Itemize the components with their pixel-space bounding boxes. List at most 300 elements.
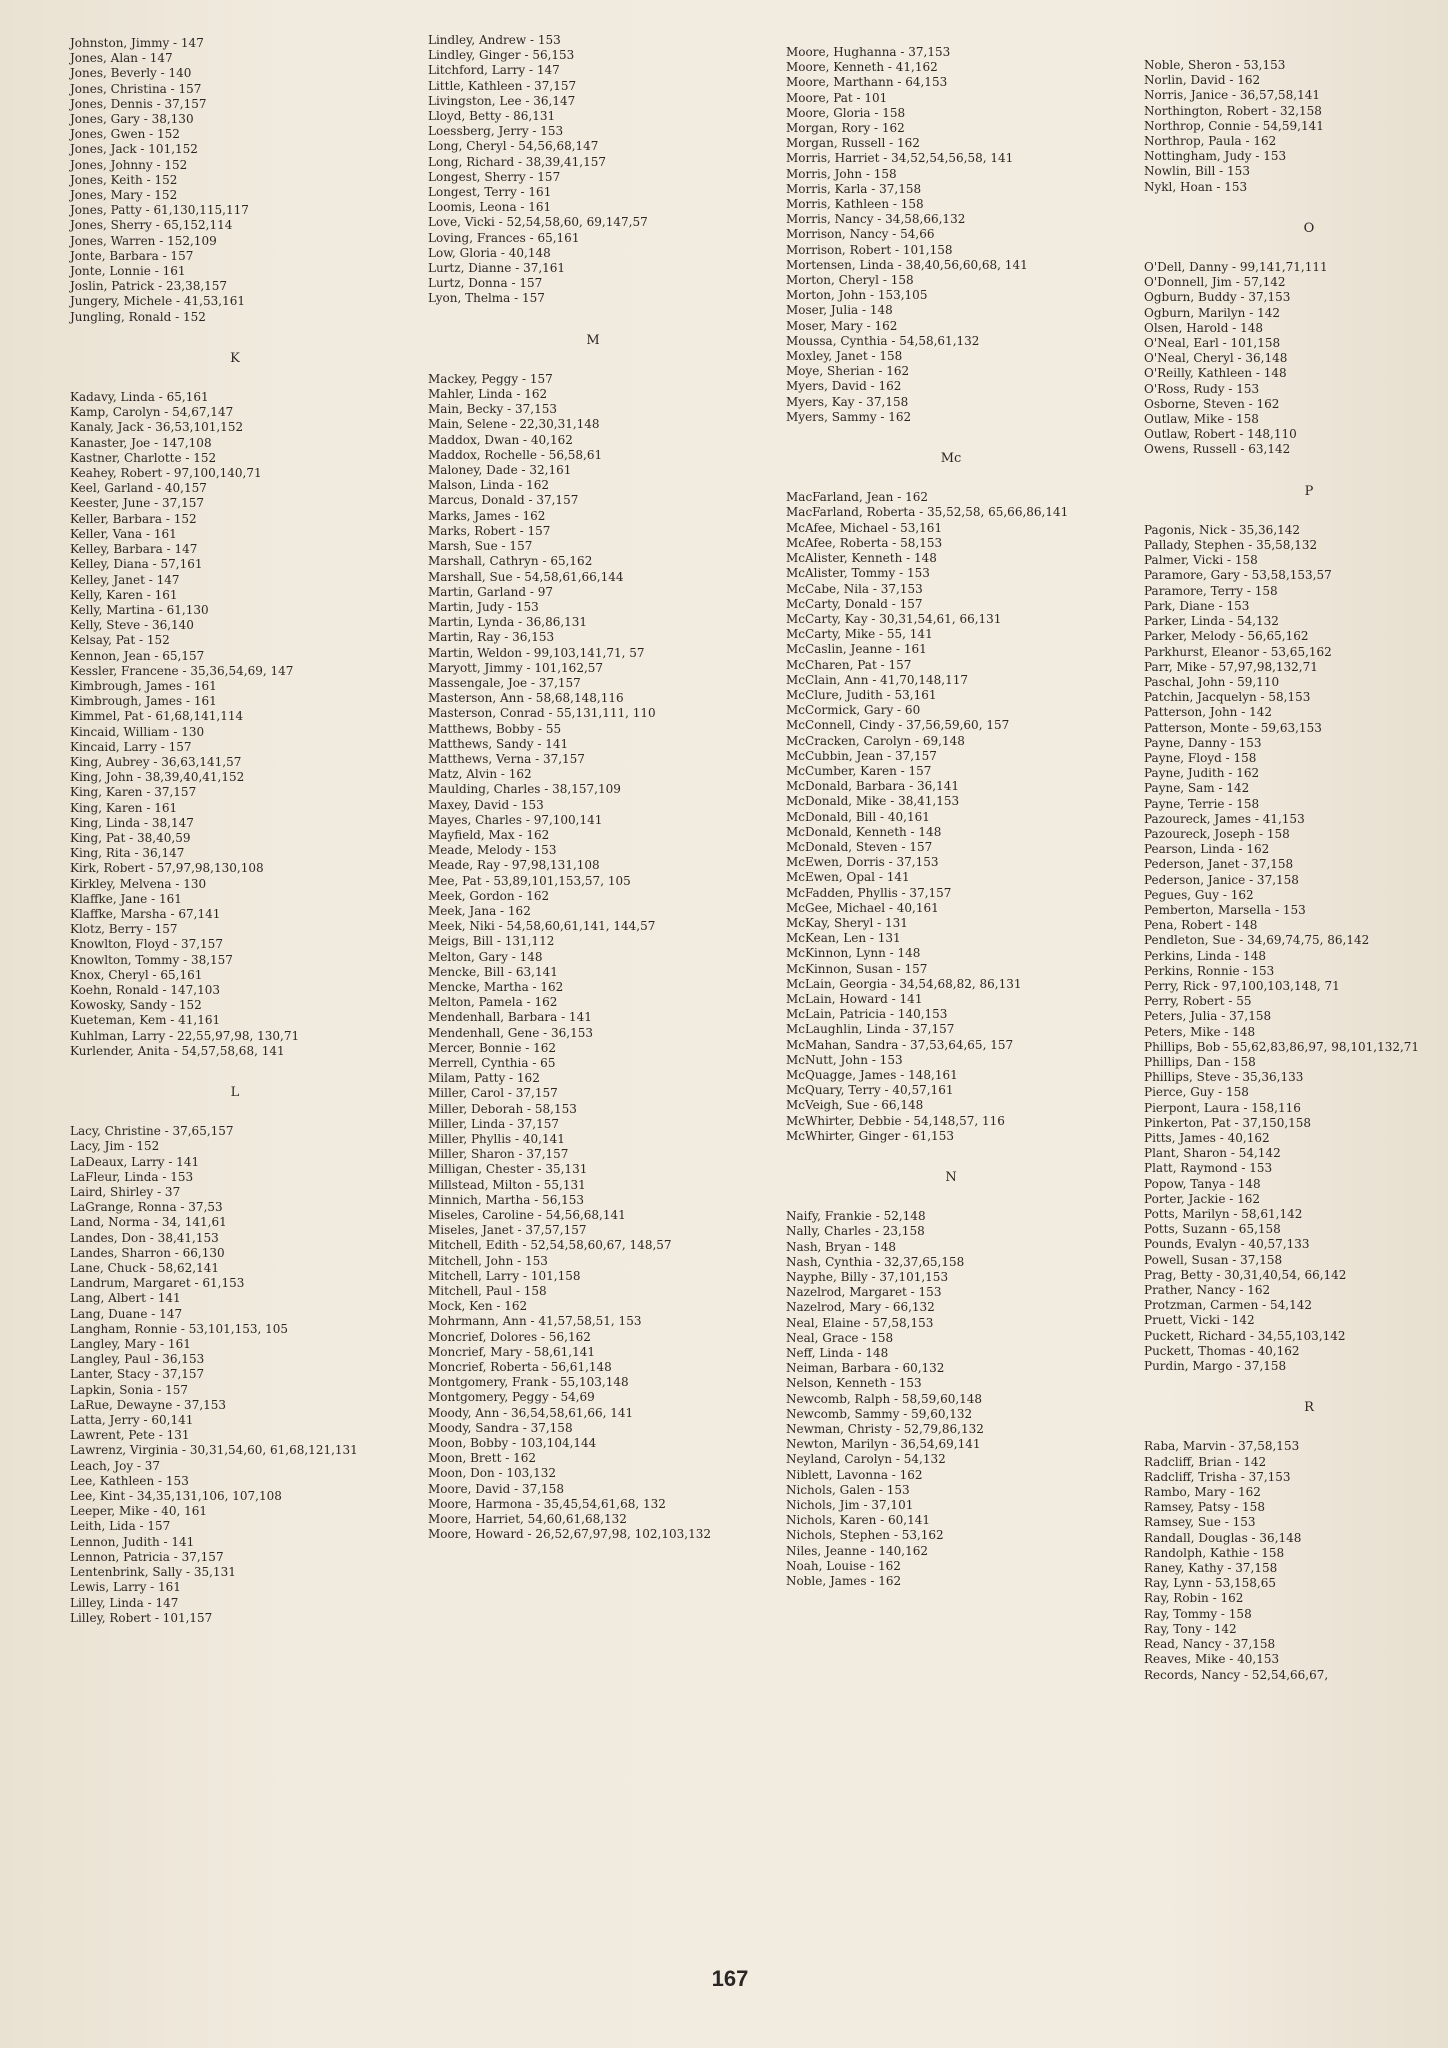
index-entry: Martin, Ray - 36,153 xyxy=(428,630,555,645)
index-entry: Maxey, David - 153 xyxy=(428,797,544,812)
index-entry: Kessler, Francene - 35,36,54,69, 147 xyxy=(70,663,294,678)
index-entry: Moore, Harriet, 54,60,61,68,132 xyxy=(428,1512,627,1527)
index-entry: Outlaw, Robert - 148,110 xyxy=(1144,427,1297,442)
index-entry: Marks, Robert - 157 xyxy=(428,523,551,538)
section-letter-heading: O xyxy=(1303,220,1315,236)
index-entry: Owens, Russell - 63,142 xyxy=(1144,442,1291,457)
index-entry: Lindley, Ginger - 56,153 xyxy=(428,48,575,63)
index-entry: Klaffke, Jane - 161 xyxy=(70,891,182,906)
index-entry: Miller, Linda - 37,157 xyxy=(428,1116,559,1131)
index-entry: Naify, Frankie - 52,148 xyxy=(786,1209,926,1224)
index-entry: Matthews, Bobby - 55 xyxy=(428,721,562,736)
index-entry: Norris, Janice - 36,57,58,141 xyxy=(1144,88,1321,103)
index-entry: Kelley, Janet - 147 xyxy=(70,572,180,587)
index-entry: McCracken, Carolyn - 69,148 xyxy=(786,733,965,748)
index-entry: Moon, Bobby - 103,104,144 xyxy=(428,1436,597,1451)
index-entry: Peters, Mike - 148 xyxy=(1144,1024,1256,1039)
index-entry: Massengale, Joe - 37,157 xyxy=(428,675,581,690)
index-entry: Melton, Gary - 148 xyxy=(428,949,543,964)
index-column-2 xyxy=(428,33,758,1543)
index-entry: Nykl, Hoan - 153 xyxy=(1144,179,1248,194)
index-entry: Perkins, Ronnie - 153 xyxy=(1144,963,1275,978)
index-entry: Park, Diane - 153 xyxy=(1144,598,1250,613)
index-entry: Jones, Warren - 152,109 xyxy=(70,233,217,248)
index-entry: Northrop, Paula - 162 xyxy=(1144,134,1277,149)
index-entry: McKinnon, Lynn - 148 xyxy=(786,946,921,961)
index-entry: Meade, Melody - 153 xyxy=(428,843,557,858)
index-entry: Jones, Sherry - 65,152,114 xyxy=(70,218,233,233)
index-entry: Longest, Sherry - 157 xyxy=(428,169,561,184)
index-entry: McLaughlin, Linda - 37,157 xyxy=(786,1022,955,1037)
index-entry: Mayes, Charles - 97,100,141 xyxy=(428,812,603,827)
index-entry: Moore, David - 37,158 xyxy=(428,1481,564,1496)
index-entry: Landrum, Margaret - 61,153 xyxy=(70,1276,245,1291)
index-entry: Marks, James - 162 xyxy=(428,508,546,523)
index-entry: Lewis, Larry - 161 xyxy=(70,1580,181,1595)
index-entry: Jungery, Michele - 41,53,161 xyxy=(70,294,245,309)
index-entry: Moody, Sandra - 37,158 xyxy=(428,1420,573,1435)
index-entry: Neal, Grace - 158 xyxy=(786,1330,894,1345)
index-entry: Landes, Don - 38,41,153 xyxy=(70,1230,219,1245)
index-entry: Paramore, Gary - 53,58,153,57 xyxy=(1144,568,1332,583)
index-entry: Platt, Raymond - 153 xyxy=(1144,1161,1273,1176)
index-entry: Morris, John - 158 xyxy=(786,166,897,181)
index-entry: Ogburn, Buddy - 37,153 xyxy=(1144,290,1291,305)
index-entry: Mendenhall, Gene - 36,153 xyxy=(428,1025,594,1040)
index-entry: Jones, Gwen - 152 xyxy=(70,127,180,142)
index-entry: McClure, Judith - 53,161 xyxy=(786,687,937,702)
index-entry: Mitchell, Edith - 52,54,58,60,67, 148,57 xyxy=(428,1238,672,1253)
index-entry: Miseles, Janet - 37,57,157 xyxy=(428,1223,587,1238)
index-entry: Pitts, James - 40,162 xyxy=(1144,1131,1270,1145)
index-entry: Lawrent, Pete - 131 xyxy=(70,1428,190,1443)
index-entry: Parker, Linda - 54,132 xyxy=(1144,614,1279,629)
index-entry: Newcomb, Ralph - 58,59,60,148 xyxy=(786,1391,983,1406)
index-entry: Maryott, Jimmy - 101,162,57 xyxy=(428,660,604,675)
index-entry: Lyon, Thelma - 157 xyxy=(428,291,545,306)
index-entry: Purdin, Margo - 37,158 xyxy=(1144,1359,1287,1374)
index-entry: King, Rita - 36,147 xyxy=(70,846,185,861)
index-entry: Moser, Julia - 148 xyxy=(786,303,893,318)
index-entry: Moxley, Janet - 158 xyxy=(786,349,903,364)
index-entry: McDonald, Bill - 40,161 xyxy=(786,809,930,824)
index-entry: Nichols, Galen - 153 xyxy=(786,1482,910,1497)
index-entry: Moore, Kenneth - 41,162 xyxy=(786,60,938,75)
index-entry: Knox, Cheryl - 65,161 xyxy=(70,967,203,982)
index-entry: Loomis, Leona - 161 xyxy=(428,200,552,215)
index-entry: Mencke, Bill - 63,141 xyxy=(428,964,558,979)
index-entry: O'Neal, Earl - 101,158 xyxy=(1144,336,1281,351)
index-entry: Moser, Mary - 162 xyxy=(786,318,898,333)
index-entry: Paramore, Terry - 158 xyxy=(1144,583,1278,598)
index-entry: Paschal, John - 59,110 xyxy=(1144,674,1280,689)
index-entry: Mock, Ken - 162 xyxy=(428,1299,528,1314)
index-entry: Kincaid, Larry - 157 xyxy=(70,739,192,754)
index-entry: McClain, Ann - 41,70,148,117 xyxy=(786,672,968,687)
index-entry: Nichols, Stephen - 53,162 xyxy=(786,1528,944,1543)
index-entry: O'Donnell, Jim - 57,142 xyxy=(1144,275,1286,290)
index-entry: Lilley, Linda - 147 xyxy=(70,1595,179,1610)
index-entry: Kowosky, Sandy - 152 xyxy=(70,998,202,1013)
index-entry: Mahler, Linda - 162 xyxy=(428,387,548,402)
index-entry: Morris, Harriet - 34,52,54,56,58, 141 xyxy=(786,151,1014,166)
index-entry: Knowlton, Floyd - 37,157 xyxy=(70,937,223,952)
index-entry: Payne, Danny - 153 xyxy=(1144,735,1262,750)
index-entry: Peters, Julia - 37,158 xyxy=(1144,1009,1272,1024)
index-entry: Kueteman, Kem - 41,161 xyxy=(70,1013,221,1028)
index-entry: Kimbrough, James - 161 xyxy=(70,678,217,693)
index-entry: Meek, Jana - 162 xyxy=(428,903,531,918)
index-entry: Read, Nancy - 37,158 xyxy=(1144,1637,1276,1652)
index-column-4 xyxy=(1144,58,1448,1683)
index-entry: Radcliff, Brian - 142 xyxy=(1144,1454,1267,1469)
index-entry: McAlister, Tommy - 153 xyxy=(786,566,930,581)
index-entry: Pederson, Janet - 37,158 xyxy=(1144,857,1294,872)
index-entry: Prather, Nancy - 162 xyxy=(1144,1283,1271,1298)
index-entry: Morris, Karla - 37,158 xyxy=(786,181,922,196)
index-entry: Parr, Mike - 57,97,98,132,71 xyxy=(1144,659,1318,674)
index-entry: Pounds, Evalyn - 40,57,133 xyxy=(1144,1237,1310,1252)
index-entry: Palmer, Vicki - 158 xyxy=(1144,553,1258,568)
index-entry: Lacy, Christine - 37,65,157 xyxy=(70,1124,234,1139)
index-entry: Norlin, David - 162 xyxy=(1144,73,1261,88)
index-entry: Mohrmann, Ann - 41,57,58,51, 153 xyxy=(428,1314,642,1329)
section-letter-heading: M xyxy=(586,332,600,348)
index-entry: McAfee, Roberta - 58,153 xyxy=(786,535,943,550)
index-entry: Jones, Beverly - 140 xyxy=(70,66,192,81)
index-entry: Loessberg, Jerry - 153 xyxy=(428,124,564,139)
index-entry: Knowlton, Tommy - 38,157 xyxy=(70,952,233,967)
index-entry: LaGrange, Ronna - 37,53 xyxy=(70,1200,223,1215)
index-entry: Neal, Elaine - 57,58,153 xyxy=(786,1315,934,1330)
index-entry: Maddox, Dwan - 40,162 xyxy=(428,432,573,447)
index-entry: Lawrenz, Virginia - 30,31,54,60, 61,68,121,131 xyxy=(70,1443,358,1458)
index-entry: Moore, Howard - 26,52,67,97,98, 102,103,132 xyxy=(428,1527,711,1542)
index-column-3 xyxy=(786,45,1116,1589)
index-entry: Marshall, Cathryn - 65,162 xyxy=(428,554,593,569)
index-entry: Raney, Kathy - 37,158 xyxy=(1144,1561,1278,1576)
index-entry: Klaffke, Marsha - 67,141 xyxy=(70,906,221,921)
index-entry: Morgan, Rory - 162 xyxy=(786,121,905,136)
index-entry: McWhirter, Ginger - 61,153 xyxy=(786,1128,954,1143)
index-entry: Patchin, Jacquelyn - 58,153 xyxy=(1144,690,1311,705)
index-entry: Parker, Melody - 56,65,162 xyxy=(1144,629,1309,644)
index-entry: Kanaster, Joe - 147,108 xyxy=(70,435,212,450)
index-entry: Payne, Terrie - 158 xyxy=(1144,796,1260,811)
index-entry: MacFarland, Jean - 162 xyxy=(786,490,928,505)
index-entry: Morton, John - 153,105 xyxy=(786,288,928,303)
index-entry: Kadavy, Linda - 65,161 xyxy=(70,390,209,405)
index-entry: Randolph, Kathie - 158 xyxy=(1144,1545,1285,1560)
index-entry: Nottingham, Judy - 153 xyxy=(1144,149,1287,164)
index-entry: King, Aubrey - 36,63,141,57 xyxy=(70,754,242,769)
index-entry: Radcliff, Trisha - 37,153 xyxy=(1144,1469,1291,1484)
index-entry: King, Karen - 37,157 xyxy=(70,785,197,800)
index-entry: McQuary, Terry - 40,57,161 xyxy=(786,1083,954,1098)
index-entry: Langham, Ronnie - 53,101,153, 105 xyxy=(70,1321,289,1336)
index-entry: McCharen, Pat - 157 xyxy=(786,657,912,672)
index-entry: Leeper, Mike - 40, 161 xyxy=(70,1504,207,1519)
index-entry: Protzman, Carmen - 54,142 xyxy=(1144,1298,1313,1313)
index-entry: Keester, June - 37,157 xyxy=(70,496,205,511)
index-entry: Kelly, Karen - 161 xyxy=(70,587,178,602)
index-entry: Mortensen, Linda - 38,40,56,60,68, 141 xyxy=(786,257,1028,272)
index-entry: Jones, Mary - 152 xyxy=(70,188,178,203)
index-entry: Meek, Gordon - 162 xyxy=(428,888,550,903)
index-entry: Marshall, Sue - 54,58,61,66,144 xyxy=(428,569,624,584)
index-entry: Mercer, Bonnie - 162 xyxy=(428,1040,557,1055)
index-entry: Niblett, Lavonna - 162 xyxy=(786,1467,923,1482)
index-entry: Pierce, Guy - 158 xyxy=(1144,1085,1249,1100)
index-entry: Longest, Terry - 161 xyxy=(428,185,552,200)
index-entry: Ramsey, Patsy - 158 xyxy=(1144,1500,1265,1515)
index-entry: Montgomery, Frank - 55,103,148 xyxy=(428,1375,629,1390)
index-entry: McNutt, John - 153 xyxy=(786,1052,903,1067)
section-letter-heading: Mc xyxy=(940,451,962,467)
index-entry: Martin, Weldon - 99,103,141,71, 57 xyxy=(428,645,645,660)
index-entry: Lang, Albert - 141 xyxy=(70,1291,181,1306)
index-entry: Newton, Marilyn - 36,54,69,141 xyxy=(786,1437,981,1452)
index-entry: Puckett, Thomas - 40,162 xyxy=(1144,1343,1300,1358)
index-entry: Matz, Alvin - 162 xyxy=(428,767,532,782)
index-entry: McKay, Sheryl - 131 xyxy=(786,915,908,930)
index-entry: Perry, Robert - 55 xyxy=(1144,994,1252,1009)
index-entry: King, Karen - 161 xyxy=(70,800,178,815)
index-entry: Morrison, Robert - 101,158 xyxy=(786,242,953,257)
index-entry: Langley, Paul - 36,153 xyxy=(70,1352,205,1367)
index-entry: Raba, Marvin - 37,58,153 xyxy=(1144,1439,1300,1454)
index-entry: Payne, Floyd - 158 xyxy=(1144,750,1257,765)
index-entry: Nowlin, Bill - 153 xyxy=(1144,164,1250,179)
index-entry: Northrop, Connie - 54,59,141 xyxy=(1144,118,1324,133)
index-entry: Morris, Kathleen - 158 xyxy=(786,197,924,212)
index-entry: Parkhurst, Eleanor - 53,65,162 xyxy=(1144,644,1332,659)
index-entry: Kuhlman, Larry - 22,55,97,98, 130,71 xyxy=(70,1028,300,1043)
index-entry: Miller, Deborah - 58,153 xyxy=(428,1101,577,1116)
index-entry: Kamp, Carolyn - 54,67,147 xyxy=(70,405,234,420)
index-entry: O'Reilly, Kathleen - 148 xyxy=(1144,366,1287,381)
index-entry: Low, Gloria - 40,148 xyxy=(428,245,551,260)
index-entry: Puckett, Richard - 34,55,103,142 xyxy=(1144,1328,1346,1343)
index-entry: Mendenhall, Barbara - 141 xyxy=(428,1010,592,1025)
index-entry: Matthews, Verna - 37,157 xyxy=(428,751,585,766)
index-entry: Keller, Vana - 161 xyxy=(70,526,177,541)
index-entry: Noah, Louise - 162 xyxy=(786,1558,901,1573)
index-entry: Laird, Shirley - 37 xyxy=(70,1185,181,1200)
index-entry: Phillips, Steve - 35,36,133 xyxy=(1144,1070,1304,1085)
index-entry: McLain, Howard - 141 xyxy=(786,991,923,1006)
index-entry: Pazoureck, James - 41,153 xyxy=(1144,811,1305,826)
index-entry: Myers, Sammy - 162 xyxy=(786,409,912,424)
index-entry: Love, Vicki - 52,54,58,60, 69,147,57 xyxy=(428,215,648,230)
index-entry: Lurtz, Dianne - 37,161 xyxy=(428,261,566,276)
index-entry: Kirk, Robert - 57,97,98,130,108 xyxy=(70,861,264,876)
index-entry: Pierpont, Laura - 158,116 xyxy=(1144,1100,1301,1115)
index-entry: Main, Becky - 37,153 xyxy=(428,402,557,417)
page-number: 167 xyxy=(711,1966,749,1991)
index-entry: Koehn, Ronald - 147,103 xyxy=(70,982,221,997)
index-entry: McDonald, Mike - 38,41,153 xyxy=(786,794,960,809)
index-entry: McVeigh, Sue - 66,148 xyxy=(786,1098,924,1113)
index-entry: Mee, Pat - 53,89,101,153,57, 105 xyxy=(428,873,631,888)
index-entry: Loving, Frances - 65,161 xyxy=(428,230,580,245)
index-entry: Porter, Jackie - 162 xyxy=(1144,1191,1261,1206)
index-entry: Niles, Jeanne - 140,162 xyxy=(786,1543,928,1558)
index-entry: Long, Richard - 38,39,41,157 xyxy=(428,154,606,169)
index-entry: Ray, Robin - 162 xyxy=(1144,1591,1244,1606)
index-entry: Langley, Mary - 161 xyxy=(70,1337,191,1352)
index-entry: LaRue, Dewayne - 37,153 xyxy=(70,1397,227,1412)
index-entry: King, Linda - 38,147 xyxy=(70,815,194,830)
index-entry: Outlaw, Mike - 158 xyxy=(1144,412,1259,427)
index-entry: Pendleton, Sue - 34,69,74,75, 86,142 xyxy=(1144,933,1370,948)
index-entry: Potts, Suzann - 65,158 xyxy=(1144,1222,1281,1237)
index-entry: Martin, Garland - 97 xyxy=(428,584,554,599)
index-entry: Northington, Robert - 32,158 xyxy=(1144,103,1322,118)
index-entry: Kirkley, Melvena - 130 xyxy=(70,876,207,891)
index-entry: Maloney, Dade - 32,161 xyxy=(428,463,572,478)
index-entry: Nichols, Jim - 37,101 xyxy=(786,1498,914,1513)
index-entry: Moore, Hughanna - 37,153 xyxy=(786,45,951,59)
index-entry: Lurtz, Donna - 157 xyxy=(428,276,543,291)
index-entry: Pederson, Janice - 37,158 xyxy=(1144,872,1299,887)
index-entry: Meek, Niki - 54,58,60,61,141, 144,57 xyxy=(428,919,656,934)
index-entry: Jones, Gary - 38,130 xyxy=(70,112,194,127)
index-entry: Lindley, Andrew - 153 xyxy=(428,33,561,47)
index-entry: Ramsey, Sue - 153 xyxy=(1144,1515,1256,1530)
index-entry: Joslin, Patrick - 23,38,157 xyxy=(70,279,228,294)
index-entry: McCormick, Gary - 60 xyxy=(786,703,921,718)
index-entry: McCubbin, Jean - 37,157 xyxy=(786,748,937,763)
index-entry: Mayfield, Max - 162 xyxy=(428,827,550,842)
index-entry: Mitchell, Larry - 101,158 xyxy=(428,1268,581,1283)
index-entry: Nazelrod, Margaret - 153 xyxy=(786,1285,942,1300)
index-entry: Moncrief, Mary - 58,61,141 xyxy=(428,1344,595,1359)
index-entry: Morris, Nancy - 34,58,66,132 xyxy=(786,212,966,227)
index-entry: King, Pat - 38,40,59 xyxy=(70,830,191,845)
index-entry: Lanter, Stacy - 37,157 xyxy=(70,1367,205,1382)
index-entry: Millstead, Milton - 55,131 xyxy=(428,1177,586,1192)
index-entry: Moussa, Cynthia - 54,58,61,132 xyxy=(786,333,980,348)
index-entry: Kelsay, Pat - 152 xyxy=(70,633,170,648)
index-entry: Kincaid, William - 130 xyxy=(70,724,205,739)
index-entry: Ray, Lynn - 53,158,65 xyxy=(1144,1576,1277,1591)
index-entry: Leith, Lida - 157 xyxy=(70,1519,171,1534)
index-entry: Pearson, Linda - 162 xyxy=(1144,842,1270,857)
index-entry: Merrell, Cynthia - 65 xyxy=(428,1056,556,1070)
index-entry: Pagonis, Nick - 35,36,142 xyxy=(1144,522,1301,537)
index-entry: Perry, Rick - 97,100,103,148, 71 xyxy=(1144,978,1340,993)
index-entry: Masterson, Conrad - 55,131,111, 110 xyxy=(428,706,656,721)
index-entry: Land, Norma - 34, 141,61 xyxy=(70,1215,227,1230)
index-entry: Martin, Judy - 153 xyxy=(428,599,539,614)
index-entry: Pruett, Vicki - 142 xyxy=(1144,1313,1255,1328)
section-letter-heading: K xyxy=(230,350,240,366)
index-entry: Moore, Pat - 101 xyxy=(786,90,888,105)
index-entry: Pemberton, Marsella - 153 xyxy=(1144,902,1306,917)
index-entry: Kelley, Barbara - 147 xyxy=(70,542,198,557)
index-entry: McKinnon, Susan - 157 xyxy=(786,961,928,976)
index-entry: Moye, Sherian - 162 xyxy=(786,364,910,379)
index-entry: Malson, Linda - 162 xyxy=(428,478,549,493)
index-entry: Milligan, Chester - 35,131 xyxy=(428,1162,588,1177)
index-entry: Martin, Lynda - 36,86,131 xyxy=(428,615,588,630)
index-entry: Nelson, Kenneth - 153 xyxy=(786,1376,922,1391)
index-entry: Payne, Judith - 162 xyxy=(1144,766,1260,781)
index-entry: Lloyd, Betty - 86,131 xyxy=(428,109,556,124)
index-entry: Moncrief, Roberta - 56,61,148 xyxy=(428,1360,612,1375)
index-entry: Moody, Ann - 36,54,58,61,66, 141 xyxy=(428,1405,634,1420)
index-entry: Montgomery, Peggy - 54,69 xyxy=(428,1390,595,1405)
index-entry: Miller, Sharon - 37,157 xyxy=(428,1147,569,1162)
index-entry: Maddox, Rochelle - 56,58,61 xyxy=(428,447,603,462)
index-entry: Kelly, Martina - 61,130 xyxy=(70,602,209,617)
index-entry: McEwen, Dorris - 37,153 xyxy=(786,855,939,870)
index-entry: McDonald, Barbara - 36,141 xyxy=(786,779,959,794)
index-entry: McKean, Len - 131 xyxy=(786,931,901,946)
index-entry: McCarty, Kay - 30,31,54,61, 66,131 xyxy=(786,611,1002,626)
index-entry: Miseles, Caroline - 54,56,68,141 xyxy=(428,1208,626,1223)
index-entry: Nichols, Karen - 60,141 xyxy=(786,1513,930,1528)
index-entry: McDonald, Steven - 157 xyxy=(786,839,933,854)
index-entry: O'Ross, Rudy - 153 xyxy=(1144,381,1260,396)
index-entry: Patterson, John - 142 xyxy=(1144,705,1272,720)
index-entry: Kennon, Jean - 65,157 xyxy=(70,648,205,663)
index-entry: Olsen, Harold - 148 xyxy=(1144,320,1263,335)
section-letter-heading: P xyxy=(1304,483,1314,499)
index-entry: Pena, Robert - 148 xyxy=(1144,918,1258,933)
index-entry: Pinkerton, Pat - 37,150,158 xyxy=(1144,1115,1312,1130)
index-entry: Keel, Garland - 40,157 xyxy=(70,481,207,496)
index-entry: McEwen, Opal - 141 xyxy=(786,870,910,885)
index-entry: Osborne, Steven - 162 xyxy=(1144,396,1280,411)
index-entry: Kastner, Charlotte - 152 xyxy=(70,450,217,465)
index-entry: Morgan, Russell - 162 xyxy=(786,136,920,151)
index-entry: Jonte, Lonnie - 161 xyxy=(70,264,186,279)
index-entry: Little, Kathleen - 37,157 xyxy=(428,78,577,93)
index-entry: Noble, Sheron - 53,153 xyxy=(1144,58,1286,72)
index-entry: McLain, Patricia - 140,153 xyxy=(786,1007,948,1022)
index-entry: Pegues, Guy - 162 xyxy=(1144,887,1254,902)
index-entry: Miller, Carol - 37,157 xyxy=(428,1086,558,1101)
index-entry: McCarty, Donald - 157 xyxy=(786,596,923,611)
index-entry: Lacy, Jim - 152 xyxy=(70,1139,160,1154)
index-entry: Lennon, Patricia - 37,157 xyxy=(70,1549,224,1564)
index-entry: Kelly, Steve - 36,140 xyxy=(70,618,194,633)
index-entry: Ogburn, Marilyn - 142 xyxy=(1144,305,1280,320)
index-entry: Nazelrod, Mary - 66,132 xyxy=(786,1300,935,1315)
index-entry: Landes, Sharron - 66,130 xyxy=(70,1245,225,1260)
index-entry: Livingston, Lee - 36,147 xyxy=(428,93,576,108)
index-entry: Records, Nancy - 52,54,66,67, xyxy=(1144,1667,1329,1682)
index-entry: Milam, Patty - 162 xyxy=(428,1071,540,1086)
index-entry: Kurlender, Anita - 54,57,58,68, 141 xyxy=(70,1043,285,1058)
index-entry: Morrison, Nancy - 54,66 xyxy=(786,227,935,242)
index-entry: Johnston, Jimmy - 147 xyxy=(70,36,204,50)
index-entry: Popow, Tanya - 148 xyxy=(1144,1176,1261,1191)
index-entry: McCumber, Karen - 157 xyxy=(786,763,932,778)
index-entry: Powell, Susan - 37,158 xyxy=(1144,1252,1283,1267)
index-entry: Lang, Duane - 147 xyxy=(70,1306,183,1321)
index-entry: Newman, Christy - 52,79,86,132 xyxy=(786,1422,984,1437)
index-entry: Jonte, Barbara - 157 xyxy=(70,248,194,263)
index-entry: Reaves, Mike - 40,153 xyxy=(1144,1652,1280,1667)
index-entry: Moore, Gloria - 158 xyxy=(786,105,906,120)
index-entry: Latta, Jerry - 60,141 xyxy=(70,1413,194,1428)
index-entry: Marsh, Sue - 157 xyxy=(428,539,533,554)
index-entry: McCaslin, Jeanne - 161 xyxy=(786,642,927,657)
index-entry: Payne, Sam - 142 xyxy=(1144,781,1250,796)
